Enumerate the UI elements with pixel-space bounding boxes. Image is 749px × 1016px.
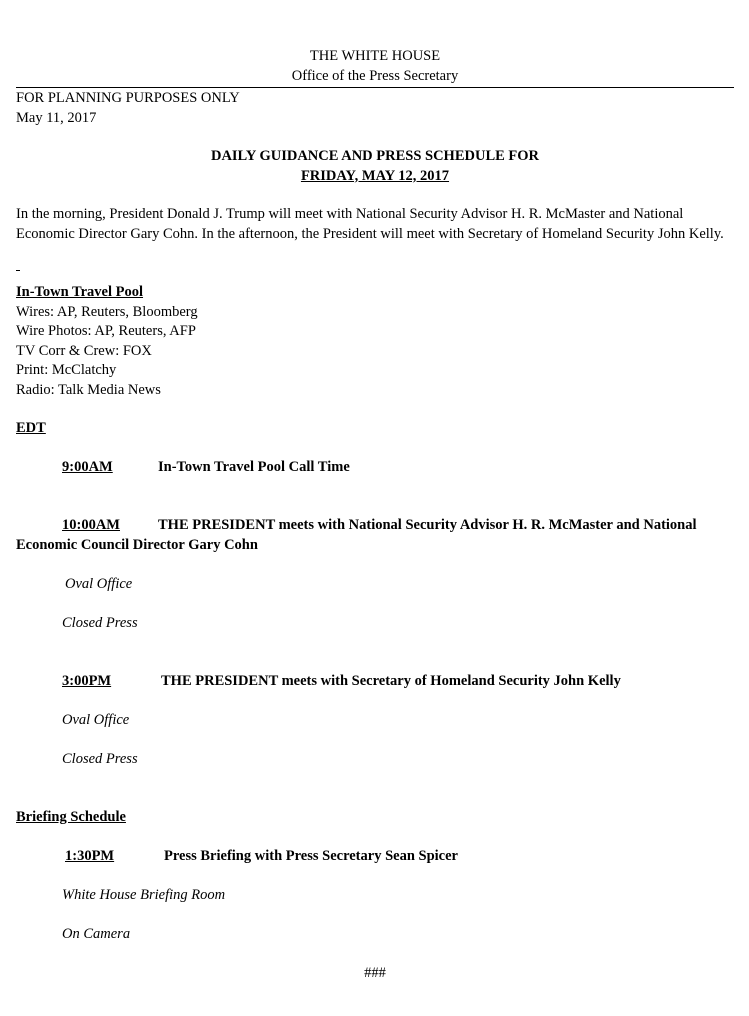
schedule-title — [16, 147, 734, 186]
pool-wires: Wires: AP, Reuters, Bloomberg — [16, 303, 198, 320]
briefing-coverage: On Camera — [62, 926, 131, 942]
end-mark: ### — [364, 965, 386, 981]
schedule-item — [62, 516, 749, 536]
schedule-location: Oval Office — [62, 712, 130, 728]
pool-tv: TV Corr & Crew: FOX — [16, 342, 152, 359]
pool-radio: Radio: Talk Media News — [16, 381, 161, 398]
travel-pool-section — [16, 283, 734, 400]
schedule-event: THE PRESIDENT meets with Secretary of Homeland Security John Kelly — [161, 673, 621, 689]
section-mark — [16, 270, 20, 271]
title-line-1: DAILY GUIDANCE AND PRESS SCHEDULE FOR — [210, 148, 540, 164]
briefing-location: White House Briefing Room — [62, 887, 226, 903]
issue-date: May 11, 2017 — [16, 109, 97, 126]
schedule-coverage: Closed Press — [62, 751, 138, 767]
schedule-event: In-Town Travel Pool Call Time — [158, 459, 350, 475]
planning-block — [16, 89, 734, 128]
schedule-time: 3:00PM — [62, 673, 112, 689]
schedule-location: Oval Office — [65, 576, 133, 592]
schedule-item — [62, 458, 734, 478]
org-name: THE WHITE HOUSE — [309, 48, 441, 64]
schedule-item — [62, 672, 734, 692]
document-header — [16, 47, 734, 86]
intro-paragraph: In the morning, President Donald J. Trump will meet with National Security Advisor H. R. McMaster and National Economic Director Gary Cohn. In the afternoon, the President will meet with Secretary of Homeland Security John Kelly. — [16, 206, 724, 242]
briefing-item — [65, 847, 734, 867]
pool-photos: Wire Photos: AP, Reuters, AFP — [16, 323, 196, 339]
briefing-heading: Briefing Schedule — [16, 809, 126, 825]
briefing-time: 1:30PM — [65, 848, 115, 864]
schedule-coverage: Closed Press — [62, 615, 138, 631]
travel-pool-heading: In-Town Travel Pool — [16, 284, 144, 300]
timezone-heading: EDT — [16, 420, 46, 436]
schedule-event-continued: Economic Council Director Gary Cohn — [16, 537, 258, 553]
office-name: Office of the Press Secretary — [291, 67, 459, 84]
briefing-event: Press Briefing with Press Secretary Sean Spicer — [164, 848, 458, 864]
header-rule — [16, 87, 734, 88]
schedule-time: 10:00AM — [62, 517, 120, 533]
planning-notice: FOR PLANNING PURPOSES ONLY — [16, 90, 240, 106]
schedule-event: THE PRESIDENT meets with National Security Advisor H. R. McMaster and National — [158, 517, 697, 533]
pool-print: Print: McClatchy — [16, 362, 117, 378]
title-line-2: FRIDAY, MAY 12, 2017 — [300, 167, 450, 184]
schedule-time: 9:00AM — [62, 459, 113, 475]
